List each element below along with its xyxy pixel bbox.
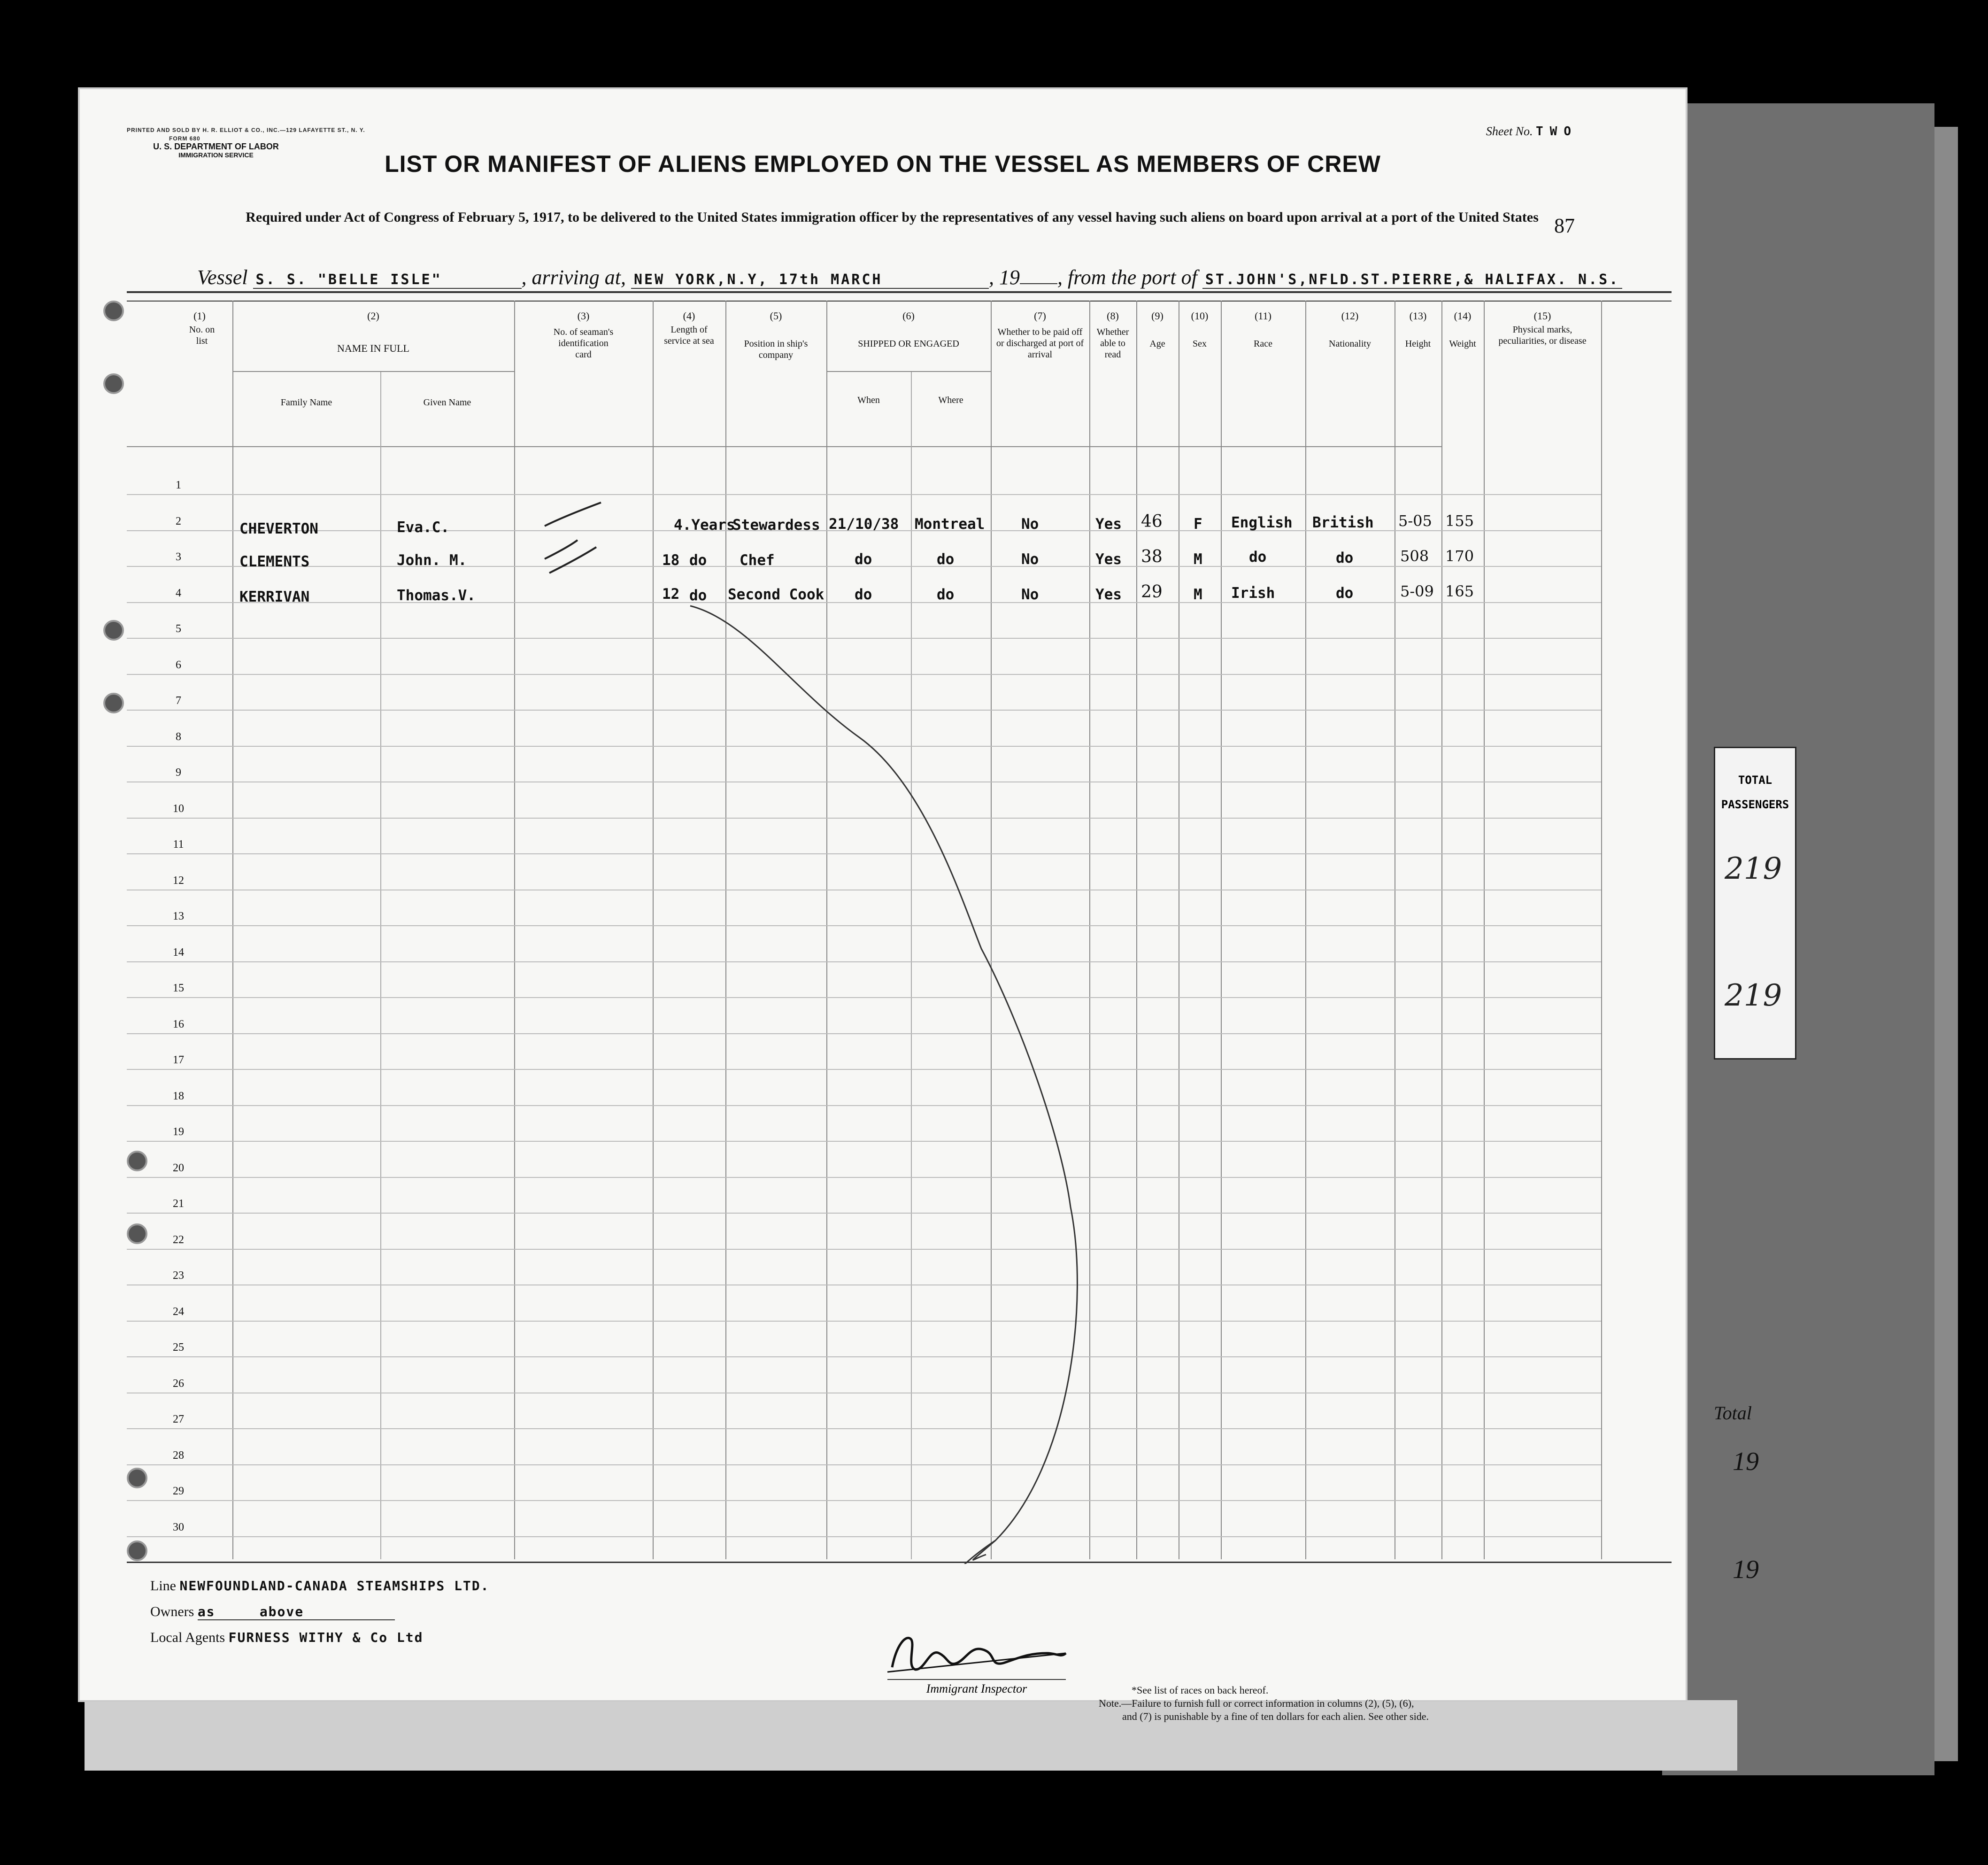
row-number: 29 bbox=[173, 1485, 184, 1497]
side-box-label: TOTAL bbox=[1738, 774, 1772, 787]
row-number: 1 bbox=[176, 479, 181, 491]
total-passengers-box bbox=[1714, 747, 1796, 1060]
race: Irish bbox=[1231, 585, 1275, 602]
age: 29 bbox=[1141, 582, 1163, 602]
arriving-label: , arriving at, bbox=[521, 266, 626, 289]
age: 46 bbox=[1141, 512, 1163, 531]
vessel-line bbox=[197, 265, 1622, 289]
background-sheet-edge bbox=[85, 1700, 1737, 1771]
row-number: 24 bbox=[173, 1305, 184, 1318]
weight: 170 bbox=[1445, 547, 1474, 565]
col-number: (11) bbox=[1255, 310, 1271, 322]
service-length: 18 bbox=[662, 552, 680, 569]
shipped-when: do bbox=[855, 551, 872, 568]
row-number: 6 bbox=[176, 658, 181, 671]
col-header: NAME IN FULL bbox=[337, 342, 409, 354]
row-number: 23 bbox=[173, 1269, 184, 1282]
row-number: 7 bbox=[176, 695, 181, 707]
row-number: 18 bbox=[173, 1090, 184, 1102]
side-box-value: 219 bbox=[1725, 978, 1782, 1013]
shipped-where: do bbox=[937, 586, 955, 603]
inspector-caption: Immigrant Inspector bbox=[887, 1679, 1066, 1696]
stamped-number: 87 bbox=[1554, 214, 1575, 237]
side-total-label: Total bbox=[1714, 1402, 1752, 1424]
col-header: Whether able to read bbox=[1096, 327, 1129, 360]
given-name: Eva.C. bbox=[397, 519, 449, 536]
row-number: 8 bbox=[176, 730, 181, 743]
sex: M bbox=[1194, 586, 1202, 603]
position: Second Cook bbox=[728, 586, 824, 603]
row-number: 2 bbox=[176, 515, 181, 527]
nationality: British bbox=[1312, 514, 1374, 531]
nationality: do bbox=[1336, 585, 1354, 602]
position: Chef bbox=[740, 552, 775, 569]
col-header-when: When bbox=[857, 395, 880, 405]
col-header: Age bbox=[1149, 339, 1165, 349]
age: 38 bbox=[1141, 547, 1163, 566]
col-number: (2) bbox=[367, 310, 379, 322]
arriving-value: NEW YORK,N.Y, 17th MARCH bbox=[631, 271, 989, 289]
footnote bbox=[1099, 1684, 1429, 1723]
col-number: (6) bbox=[902, 310, 915, 322]
document-subtitle: Required under Act of Congress of February 5, 1917, to be delivered to the United States immigration officer by the representatives of any vessel having such aliens on board upon arrival at a port of the United States bbox=[246, 209, 1539, 225]
service-ditto: do bbox=[689, 552, 707, 569]
local-agents-field bbox=[150, 1630, 424, 1646]
footnote-penalty-cont: and (7) is punishable by a fine of ten dollars for each alien. See other side. bbox=[1122, 1710, 1429, 1722]
from-port-value: ST.JOHN'S,NFLD.ST.PIERRE,& HALIFAX. N.S. bbox=[1202, 271, 1622, 289]
owners-field bbox=[150, 1604, 395, 1620]
local-agents-value: FURNESS WITHY & Co Ltd bbox=[228, 1630, 424, 1645]
sheet-number-label: Sheet No. bbox=[1486, 124, 1533, 138]
line-value: NEWFOUNDLAND-CANADA STEAMSHIPS LTD. bbox=[179, 1578, 490, 1594]
line-label: Line bbox=[150, 1578, 176, 1594]
col-number: (10) bbox=[1191, 310, 1209, 322]
col-header: Nationality bbox=[1329, 339, 1371, 349]
paid-off: No bbox=[1021, 516, 1039, 533]
manifest-sheet bbox=[80, 89, 1686, 1722]
sheet-number bbox=[1486, 124, 1578, 139]
family-name: CHEVERTON bbox=[239, 520, 318, 537]
row-number: 27 bbox=[173, 1413, 184, 1425]
service-length: 4.Years bbox=[674, 517, 735, 534]
vessel-name: S. S. "BELLE ISLE" bbox=[253, 271, 522, 289]
col-number: (8) bbox=[1107, 310, 1119, 322]
line-field bbox=[150, 1578, 490, 1594]
paid-off: No bbox=[1021, 551, 1039, 568]
col-header: No. on list bbox=[189, 325, 215, 346]
weight: 155 bbox=[1445, 512, 1474, 530]
service-ditto: do bbox=[689, 587, 707, 604]
from-port-label: , from the port of bbox=[1057, 266, 1197, 289]
nationality: do bbox=[1336, 549, 1354, 566]
row-number: 16 bbox=[173, 1018, 184, 1030]
shipped-where: do bbox=[937, 551, 955, 568]
col-header: No. of seaman's identification card bbox=[553, 327, 614, 360]
year-label: , 19 bbox=[988, 266, 1020, 289]
crew-table bbox=[127, 291, 1672, 1564]
form-number: FORM 680 bbox=[169, 135, 200, 142]
able-to-read: Yes bbox=[1095, 516, 1122, 533]
col-header: Race bbox=[1254, 339, 1272, 349]
row-number: 28 bbox=[173, 1449, 184, 1462]
row-number: 30 bbox=[173, 1521, 184, 1533]
inspector-signature-block bbox=[859, 1625, 1094, 1696]
shipped-when: do bbox=[855, 586, 872, 603]
side-fragment: 19 bbox=[1733, 1555, 1759, 1584]
row-number: 20 bbox=[173, 1161, 184, 1174]
row-number: 19 bbox=[173, 1126, 184, 1138]
col-number: (9) bbox=[1151, 310, 1164, 322]
shipped-when: 21/10/38 bbox=[829, 516, 899, 533]
footnote-penalty: Note.—Failure to furnish full or correct information in columns (2), (5), (6), bbox=[1099, 1697, 1414, 1709]
col-number: (3) bbox=[577, 310, 590, 322]
family-name: CLEMENTS bbox=[239, 553, 310, 570]
race: do bbox=[1249, 549, 1267, 565]
row-number: 5 bbox=[176, 623, 181, 635]
col-header: Position in ship's company bbox=[744, 339, 808, 360]
service-name: IMMIGRATION SERVICE bbox=[178, 151, 254, 159]
row-number: 4 bbox=[176, 587, 181, 599]
punch-hole bbox=[103, 301, 124, 321]
col-number: (7) bbox=[1034, 310, 1046, 322]
row-number: 14 bbox=[173, 946, 184, 959]
punch-hole bbox=[103, 373, 124, 394]
row-number: 15 bbox=[173, 982, 184, 994]
service-length: 12 bbox=[662, 586, 680, 603]
row-number: 25 bbox=[173, 1341, 184, 1354]
col-number: (4) bbox=[683, 310, 695, 322]
col-header: Height bbox=[1405, 339, 1431, 349]
able-to-read: Yes bbox=[1095, 551, 1122, 568]
shipped-where: Montreal bbox=[915, 516, 985, 533]
punch-hole bbox=[103, 693, 124, 713]
row-number: 22 bbox=[173, 1233, 184, 1246]
document-title: LIST OR MANIFEST OF ALIENS EMPLOYED ON THE VESSEL AS MEMBERS OF CREW bbox=[385, 151, 1381, 177]
col-header: Length of service at sea bbox=[664, 325, 714, 346]
given-name: Thomas.V. bbox=[397, 587, 476, 604]
able-to-read: Yes bbox=[1095, 586, 1122, 603]
row-number: 12 bbox=[173, 874, 184, 887]
col-header-family: Family Name bbox=[280, 397, 332, 408]
background-sheet bbox=[1662, 103, 1934, 1775]
sex: F bbox=[1194, 516, 1202, 533]
row-number: 11 bbox=[173, 838, 184, 851]
col-number: (12) bbox=[1341, 310, 1359, 322]
row-number: 13 bbox=[173, 910, 184, 922]
local-agents-label: Local Agents bbox=[150, 1630, 225, 1645]
col-header: Weight bbox=[1449, 339, 1476, 349]
row-number: 26 bbox=[173, 1377, 184, 1390]
col-header-given: Given Name bbox=[423, 397, 471, 408]
row-number: 9 bbox=[176, 766, 181, 779]
row-number: 17 bbox=[173, 1054, 184, 1066]
row-number: 3 bbox=[176, 551, 181, 563]
family-name: KERRIVAN bbox=[239, 588, 310, 605]
row-number: 10 bbox=[173, 802, 184, 815]
position: Stewardess bbox=[732, 517, 820, 534]
height: 5-09 bbox=[1400, 582, 1434, 600]
printer-imprint: PRINTED AND SOLD BY H. R. ELLIOT & CO., INC.—129 LAFAYETTE ST., N. Y. bbox=[127, 127, 365, 133]
inspector-signature bbox=[878, 1625, 1075, 1677]
department-name: U. S. DEPARTMENT OF LABOR bbox=[153, 142, 279, 151]
paid-off: No bbox=[1021, 586, 1039, 603]
col-number: (13) bbox=[1409, 310, 1427, 322]
row-number: 21 bbox=[173, 1198, 184, 1210]
col-header-where: Where bbox=[938, 395, 963, 405]
race: English bbox=[1231, 514, 1293, 531]
handwritten-marks bbox=[127, 291, 1672, 1564]
sheet-number-value: TWO bbox=[1536, 124, 1578, 139]
col-header: SHIPPED OR ENGAGED bbox=[858, 339, 959, 349]
col-number: (5) bbox=[770, 310, 782, 322]
sex: M bbox=[1194, 551, 1202, 568]
col-header: Physical marks, peculiarities, or disease bbox=[1498, 325, 1587, 346]
col-number: (15) bbox=[1533, 310, 1551, 322]
weight: 165 bbox=[1445, 582, 1474, 600]
side-box-value: 219 bbox=[1725, 851, 1782, 886]
vessel-label: Vessel bbox=[197, 266, 248, 289]
height: 508 bbox=[1400, 547, 1429, 565]
side-box-label: PASSENGERS bbox=[1721, 798, 1789, 811]
side-fragment: 19 bbox=[1733, 1447, 1759, 1476]
given-name: John. M. bbox=[397, 552, 467, 569]
height: 5-05 bbox=[1398, 512, 1432, 530]
punch-hole bbox=[103, 620, 124, 641]
col-header: Whether to be paid off or discharged at port of arrival bbox=[996, 327, 1084, 360]
owners-value: as above bbox=[198, 1604, 395, 1620]
col-number: (1) bbox=[193, 310, 206, 322]
col-header: Sex bbox=[1193, 339, 1207, 349]
owners-label: Owners bbox=[150, 1604, 194, 1619]
footnote-races: *See list of races on back hereof. bbox=[1132, 1684, 1269, 1696]
col-number: (14) bbox=[1454, 310, 1472, 322]
